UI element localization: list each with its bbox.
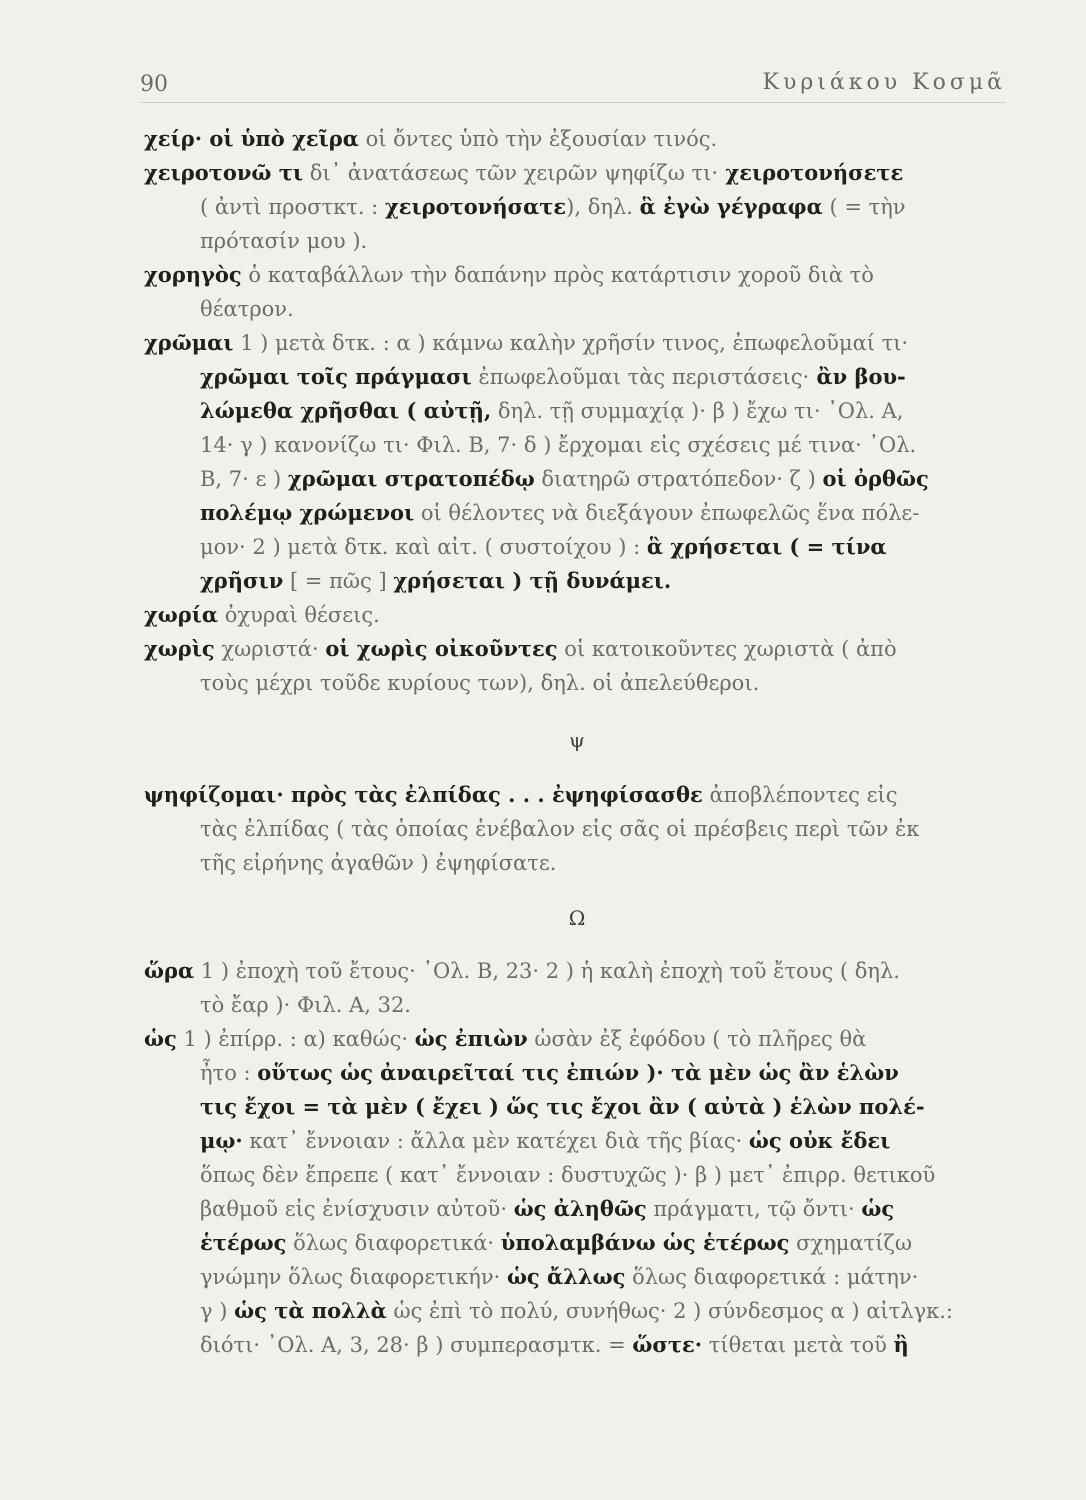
definition-text: ὅλως διαφορετικά : μάτην· bbox=[625, 1265, 919, 1289]
definition-text: χωριστά· bbox=[214, 637, 326, 661]
definition-text: γνώμην ὅλως διαφορετικήν· bbox=[200, 1265, 507, 1289]
definition-text: οἱ θέλοντες νὰ διεξάγουν ἐπωφελῶς ἕνα πόλε- bbox=[414, 501, 920, 525]
definition-text: οἱ ὄντες ὑπὸ τὴν ἐξουσίαν τινός. bbox=[358, 127, 718, 151]
headword-text: χρῶμαι τοῖς πράγμασι bbox=[200, 364, 472, 389]
headword-text: λώμεθα χρῆσθαι ( αὐτῇ, bbox=[200, 398, 492, 423]
glossary-entry bbox=[144, 122, 1010, 156]
definition-text: διατηρῶ στρατόπεδον· ζ ) bbox=[534, 467, 823, 491]
headword-text: ἢ bbox=[893, 1332, 909, 1357]
headword-text: ὡς bbox=[861, 1196, 895, 1221]
headword-text: ὡς ἐπιὼν bbox=[414, 1026, 528, 1051]
running-head bbox=[140, 68, 1006, 103]
definition-text: βαθμοῦ εἰς ἐνίσχυσιν αὐτοῦ· bbox=[200, 1197, 514, 1221]
glossary-entry bbox=[144, 156, 1010, 258]
definition-text: ( = τὴν bbox=[822, 195, 906, 219]
definition-text: 14· γ ) κανονίζω τι· Φιλ. Β, 7· δ ) ἔρχομαι εἰς σχέσεις μέ τινα· ᾿Ολ. bbox=[200, 433, 917, 457]
definition-text: ( ἀντὶ προστκτ. : bbox=[200, 195, 385, 219]
definition-text: ὀχυραὶ θέσεις. bbox=[218, 603, 380, 627]
definition-text: ὅπως δὲν ἔπρεπε ( κατ᾽ ἔννοιαν : δυστυχῶς )· β ) μετ᾽ ἐπιρρ. θετικοῦ bbox=[200, 1163, 936, 1187]
headword-text: μῳ· bbox=[200, 1128, 243, 1153]
definition-text: τίθεται μετὰ τοῦ bbox=[702, 1333, 894, 1357]
definition-text: σχηματίζω bbox=[789, 1231, 912, 1255]
definition-text: 1 ) ἐπίρρ. : α) καθώς· bbox=[176, 1027, 415, 1051]
definition-text: δι᾽ ἀνατάσεως τῶν χειρῶν ψηφίζω τι· bbox=[303, 161, 719, 185]
entries-psi bbox=[144, 778, 1010, 880]
definition-text: ὡσὰν ἐξ ἐφόδου ( τὸ πλῆρες θὰ bbox=[527, 1027, 867, 1051]
headword-text: οὕτως ὡς ἀναιρεῖταί τις ἐπιών )· τὰ μὲν ὡς ἂν ἑλὼν bbox=[257, 1060, 899, 1085]
header-title: Κυριάκου Κοσμᾶ bbox=[762, 70, 1006, 95]
headword-text: ὥρα bbox=[144, 958, 195, 983]
definition-text: ὁ καταβάλλων τὴν δαπάνην πρὸς κατάρτισιν χοροῦ διὰ τὸ bbox=[241, 263, 874, 287]
headword-text: πολέμῳ χρώμενοι bbox=[200, 500, 415, 525]
glossary-entry bbox=[144, 326, 1010, 598]
section-heading-psi: ψ bbox=[569, 728, 585, 752]
headword-text: χορηγὸς bbox=[144, 262, 242, 287]
definition-text: ἐπωφελοῦμαι τὰς περιστάσεις· bbox=[471, 365, 810, 389]
headword-text: χρήσεται ) τῇ δυνάμει. bbox=[393, 568, 672, 593]
headword-text: ὡς τὰ πολλὰ bbox=[234, 1298, 387, 1323]
definition-text: γ ) bbox=[200, 1299, 235, 1323]
definition-text: Β, 7· ε ) bbox=[200, 467, 288, 491]
definition-text: πρότασίν μου ). bbox=[200, 229, 368, 253]
definition-text: ), δηλ. bbox=[566, 195, 640, 219]
headword-text: χρῶμαι bbox=[144, 330, 234, 355]
entries-omega bbox=[144, 954, 1010, 1362]
definition-text: κατ᾽ ἔννοιαν : ἄλλα μὲν κατέχει διὰ τῆς βίας· bbox=[242, 1129, 749, 1153]
headword-text: ὑπολαμβάνω ὡς ἑτέρως bbox=[500, 1230, 790, 1255]
definition-text: ἦτο : bbox=[200, 1061, 258, 1085]
glossary-entry bbox=[144, 598, 1010, 632]
entries-chi bbox=[144, 122, 1010, 700]
headword-text: χρῶμαι στρατοπέδῳ bbox=[287, 466, 535, 491]
headword-text: χωρία bbox=[144, 602, 219, 627]
definition-text: ὡς ἐπὶ τὸ πολύ, συνήθως· 2 ) σύνδεσμος α ) αἰτλγκ.: bbox=[386, 1299, 953, 1323]
glossary-entry bbox=[144, 778, 1010, 880]
definition-text: ἀποβλέποντες εἰς bbox=[702, 783, 898, 807]
headword-text: χρῆσιν bbox=[200, 568, 284, 593]
headword-text: χειροτονήσετε bbox=[718, 160, 904, 185]
headword-text: ὡς ἀληθῶς bbox=[513, 1196, 647, 1221]
headword-text: οἱ ὀρθῶς bbox=[822, 466, 929, 491]
glossary-entry bbox=[144, 258, 1010, 326]
headword-text: ἃ χρήσεται ( = τίνα bbox=[646, 534, 887, 559]
glossary-entry bbox=[144, 1022, 1010, 1362]
definition-text: μον· 2 ) μετὰ δτκ. καὶ αἰτ. ( συστοίχου ) : bbox=[200, 535, 647, 559]
definition-text: ὅλως διαφορετικά· bbox=[286, 1231, 501, 1255]
definition-text: 1 ) μετὰ δτκ. : α ) κάμνω καλὴν χρῆσίν τινος, ἐπωφελοῦμαί τι· bbox=[233, 331, 909, 355]
headword-text: ψηφίζομαι· πρὸς τὰς ἐλπίδας . . . ἐψηφίσασθε bbox=[144, 782, 703, 807]
definition-text: οἱ κατοικοῦντες χωριστὰ ( ἀπὸ bbox=[557, 637, 897, 661]
headword-text: χωρὶς bbox=[144, 636, 215, 661]
headword-text: ἃ ἐγὼ γέγραφα bbox=[639, 194, 823, 219]
glossary-entry bbox=[144, 954, 1010, 1022]
definition-text: θέατρον. bbox=[200, 297, 294, 321]
glossary-entry bbox=[144, 632, 1010, 700]
definition-text: τῆς εἰρήνης ἀγαθῶν ) ἐψηφίσατε. bbox=[200, 851, 557, 875]
headword-text: οἱ χωρὶς οἰκοῦντες bbox=[325, 636, 558, 661]
headword-text: χείρ· οἱ ὑπὸ χεῖρα bbox=[144, 126, 359, 151]
definition-text: τὸ ἔαρ )· Φιλ. Α, 32. bbox=[200, 993, 411, 1017]
headword-text: ὡς bbox=[144, 1026, 177, 1051]
headword-text: ὥστε· bbox=[632, 1332, 703, 1357]
glossary-body bbox=[144, 122, 1010, 1362]
page-number: 90 bbox=[140, 72, 168, 97]
headword-text: τις ἔχοι = τὰ μὲν ( ἔχει ) ὥς τις ἔχοι ἂν ( αὐτὰ ) ἑλὼν πολέ- bbox=[200, 1094, 925, 1119]
headword-text: χειροτονῶ τι bbox=[144, 160, 304, 185]
headword-text: χειροτονήσατε bbox=[384, 194, 567, 219]
definition-text: τὰς ἐλπίδας ( τὰς ὁποίας ἐνέβαλον εἰς σᾶς οἱ πρέσβεις περὶ τῶν ἐκ bbox=[200, 817, 920, 841]
definition-text: τοὺς μέχρι τοῦδε κυρίους των), δηλ. οἱ ἀπελεύθεροι. bbox=[200, 671, 760, 695]
headword-text: ὡς ἄλλως bbox=[506, 1264, 626, 1289]
headword-text: ἑτέρως bbox=[200, 1230, 287, 1255]
definition-text: 1 ) ἐποχὴ τοῦ ἔτους· ᾿Ολ. Β, 23· 2 ) ἡ καλὴ ἐποχὴ τοῦ ἔτους ( δηλ. bbox=[194, 959, 900, 983]
section-heading-omega: Ω bbox=[568, 906, 586, 930]
definition-text: πράγματι, τῷ ὄντι· bbox=[646, 1197, 862, 1221]
definition-text: δηλ. τῇ συμμαχίᾳ )· β ) ἔχω τι· ᾿Ολ. Α, bbox=[491, 399, 904, 423]
headword-text: ὡς οὐκ ἔδει bbox=[748, 1128, 891, 1153]
headword-text: ἂν βου- bbox=[809, 364, 906, 389]
definition-text: [ = πῶς ] bbox=[283, 569, 394, 593]
definition-text: διότι· ᾿Ολ. Α, 3, 28· β ) συμπερασμτκ. = bbox=[200, 1333, 633, 1357]
